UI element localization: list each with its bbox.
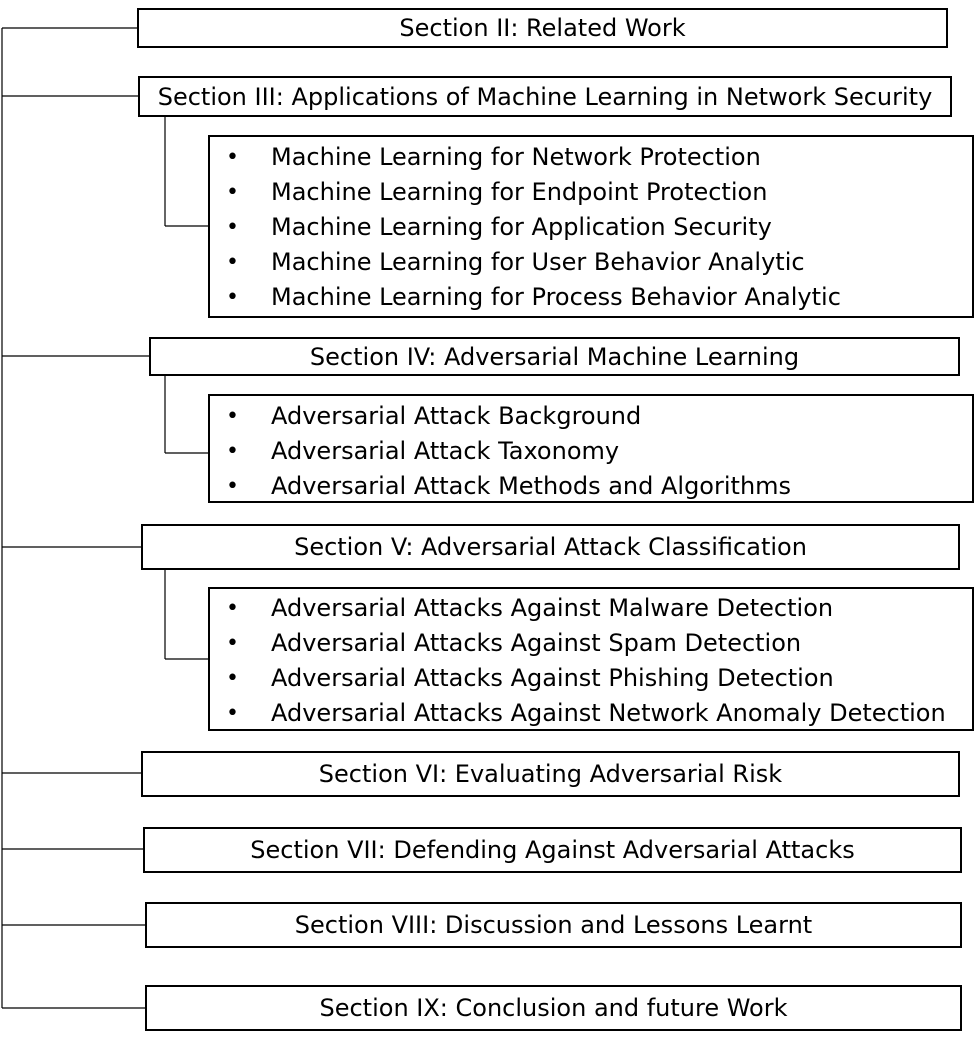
bullet-icon: • xyxy=(226,215,239,240)
section-box-ml-applications xyxy=(138,76,952,117)
section-box-adversarial-ml xyxy=(149,337,960,376)
section-title: Section VII: Defending Against Adversarial Attacks xyxy=(250,836,855,864)
bullet-icon: • xyxy=(226,666,239,691)
list-item: • Adversarial Attacks Against Phishing Detection xyxy=(210,661,972,696)
bullet-icon: • xyxy=(226,701,239,726)
section-title: Section V: Adversarial Attack Classification xyxy=(294,533,807,561)
section-title: Section III: Applications of Machine Learning in Network Security xyxy=(157,82,933,111)
section-title: Section IX: Conclusion and future Work xyxy=(319,994,788,1022)
section-box-related-work xyxy=(137,8,948,48)
bullet-icon: • xyxy=(226,285,239,310)
list-item: • Machine Learning for User Behavior Analytic xyxy=(210,245,972,280)
subsection-list-adversarial-ml xyxy=(208,394,974,503)
section-title: Section II: Related Work xyxy=(399,14,686,42)
bullet-icon: • xyxy=(226,404,239,429)
bullet-icon: • xyxy=(226,596,239,621)
bullet-icon: • xyxy=(226,145,239,170)
bullet-icon: • xyxy=(226,474,239,499)
list-item: • Adversarial Attacks Against Spam Detection xyxy=(210,626,972,661)
section-box-conclusion xyxy=(145,985,962,1031)
list-item: • Adversarial Attacks Against Malware Detection xyxy=(210,591,972,626)
section-title: Section VI: Evaluating Adversarial Risk xyxy=(318,760,783,788)
section-box-defending xyxy=(143,827,962,873)
section-box-discussion xyxy=(145,902,962,948)
bullet-icon: • xyxy=(226,439,239,464)
subsection-list-attack-classification xyxy=(208,587,974,731)
list-item: • Machine Learning for Process Behavior Analytic xyxy=(210,280,972,315)
bullet-icon: • xyxy=(226,631,239,656)
section-title: Section VIII: Discussion and Lessons Learnt xyxy=(294,911,813,939)
bullet-icon: • xyxy=(226,250,239,275)
list-item: • Machine Learning for Endpoint Protection xyxy=(210,175,972,210)
list-item: • Adversarial Attack Methods and Algorithms xyxy=(210,469,972,504)
section-box-adversarial-risk xyxy=(141,751,960,797)
list-item: • Machine Learning for Application Security xyxy=(210,210,972,245)
subsection-list-ml-applications xyxy=(208,135,974,318)
list-item: • Adversarial Attacks Against Network Anomaly Detection xyxy=(210,696,972,731)
section-box-attack-classification xyxy=(141,524,960,570)
list-item: • Machine Learning for Network Protection xyxy=(210,140,972,175)
bullet-icon: • xyxy=(226,180,239,205)
section-title: Section IV: Adversarial Machine Learning xyxy=(309,342,800,371)
list-item: • Adversarial Attack Background xyxy=(210,399,972,434)
list-item: • Adversarial Attack Taxonomy xyxy=(210,434,972,469)
